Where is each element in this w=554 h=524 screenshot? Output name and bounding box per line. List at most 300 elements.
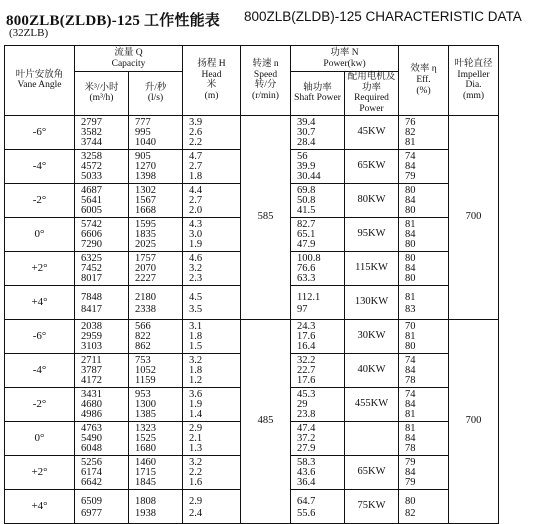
header-impeller-cn: 叶轮直径 [454, 59, 493, 69]
speed-cell: 585 [241, 115, 291, 319]
flow-ls-value: 1567 [135, 194, 156, 206]
efficiency-value: 84 [405, 466, 416, 478]
head-values [183, 388, 240, 421]
efficiency-value: 84 [405, 228, 416, 240]
head-value: 2.4 [189, 508, 203, 519]
efficiency-value: 79 [405, 170, 416, 182]
flow-m3h-cell [75, 183, 129, 217]
head-values [183, 354, 240, 387]
shaft-power-value: 112.1 [297, 291, 321, 303]
head-value: 4.5 [189, 291, 203, 303]
flow-m3h-value: 2797 [81, 116, 102, 128]
shaft-power-values [291, 218, 344, 251]
head-values [183, 490, 240, 523]
flow-m3h-value: 4986 [81, 408, 102, 420]
flow-ls-value: 1460 [135, 456, 156, 468]
shaft-power-value: 17.6 [297, 374, 316, 386]
flow-m3h-values [75, 184, 128, 217]
shaft-power-cell [291, 353, 345, 387]
shaft-power-value: 41.5 [297, 204, 316, 216]
flow-ls-value: 1398 [135, 170, 156, 182]
vane-angle-cell: +2° [5, 251, 75, 285]
efficiency-cell [399, 251, 449, 285]
flow-m3h-value: 3787 [81, 364, 102, 376]
flow-ls-cell [129, 183, 183, 217]
vane-angle-cell: -6° [5, 319, 75, 353]
head-cell [183, 183, 241, 217]
efficiency-value: 84 [405, 398, 416, 410]
flow-ls-value: 1385 [135, 408, 156, 420]
header-flow-cn: 流量 Q [114, 47, 143, 58]
required-power-cell: 65KW [345, 149, 399, 183]
header-flow-ls-cn: 升/秒 [144, 82, 167, 93]
shaft-power-cell [291, 319, 345, 353]
head-cell [183, 217, 241, 251]
flow-m3h-cell [75, 251, 129, 285]
flow-ls-value: 1808 [135, 495, 156, 507]
header-efficiency [399, 46, 449, 116]
flow-ls-values [129, 388, 182, 421]
flow-ls-cell [129, 115, 183, 149]
header-speed-cn: 转速 n [252, 59, 279, 69]
flow-m3h-value: 6606 [81, 228, 102, 240]
header-head-unit: (m) [204, 90, 219, 101]
efficiency-value: 74 [405, 388, 416, 400]
flow-m3h-value: 2959 [81, 330, 102, 342]
shaft-power-values [291, 388, 344, 421]
flow-m3h-values [75, 320, 128, 353]
shaft-power-value: 29 [297, 398, 308, 410]
shaft-power-value: 24.3 [297, 320, 316, 332]
flow-ls-values [129, 218, 182, 251]
head-value: 1.8 [189, 330, 203, 342]
head-value: 2.0 [189, 204, 203, 216]
efficiency-values [399, 252, 448, 285]
shaft-power-cell [291, 421, 345, 455]
flow-m3h-value: 7848 [81, 291, 102, 303]
efficiency-value: 81 [405, 291, 416, 303]
flow-m3h-values [75, 218, 128, 251]
header-vane-angle-en: Vane Angle [17, 80, 62, 91]
header-vane-angle-cn: 叶片安放角 [15, 69, 64, 80]
shaft-power-values [291, 422, 344, 455]
head-cell [183, 285, 241, 319]
flow-m3h-value: 4680 [81, 398, 102, 410]
shaft-power-value: 47.4 [297, 422, 316, 434]
header-head-unit-cn: 米 [206, 80, 217, 91]
shaft-power-value: 27.9 [297, 442, 316, 454]
efficiency-value: 80 [405, 238, 416, 250]
flow-m3h-value: 3744 [81, 136, 102, 148]
efficiency-value: 74 [405, 150, 416, 162]
header-flow-m3h-unit: (m³/h) [89, 93, 114, 104]
header-flow-ls [129, 72, 183, 116]
flow-ls-value: 1845 [135, 476, 156, 488]
flow-m3h-value: 2038 [81, 320, 102, 332]
efficiency-cell [399, 353, 449, 387]
flow-m3h-cell [75, 353, 129, 387]
efficiency-cell [399, 183, 449, 217]
head-value: 2.7 [189, 194, 203, 206]
flow-m3h-cell [75, 489, 129, 523]
flow-ls-value: 777 [135, 116, 151, 128]
efficiency-value: 74 [405, 354, 416, 366]
head-cell [183, 489, 241, 523]
document-title-english: 800ZLB(ZLDB)-125 CHARACTERISTIC DATA [244, 9, 522, 24]
flow-ls-value: 1715 [135, 466, 156, 478]
head-cell [183, 149, 241, 183]
head-values [183, 218, 240, 251]
performance-row [5, 319, 550, 353]
flow-m3h-values [75, 388, 128, 421]
efficiency-values [399, 150, 448, 183]
header-speed-unit-cn: 转/分 [254, 80, 277, 91]
shaft-power-value: 43.6 [297, 466, 316, 478]
head-values [183, 116, 240, 149]
efficiency-values [399, 218, 448, 251]
shaft-power-value: 39.9 [297, 160, 316, 172]
flow-ls-value: 1300 [135, 398, 156, 410]
head-value: 2.1 [189, 432, 203, 444]
flow-ls-cell [129, 149, 183, 183]
flow-m3h-cell [75, 421, 129, 455]
vane-angle-cell: -2° [5, 183, 75, 217]
header-head-en: Head [201, 69, 222, 80]
head-value: 3.2 [189, 456, 203, 468]
flow-m3h-value: 5641 [81, 194, 102, 206]
flow-ls-value: 566 [135, 320, 151, 332]
required-power-cell: 40KW [345, 353, 399, 387]
flow-m3h-value: 7452 [81, 262, 102, 274]
required-power-cell: 75KW [345, 489, 399, 523]
shaft-power-values [291, 490, 344, 523]
efficiency-values [399, 456, 448, 489]
head-values [183, 150, 240, 183]
shaft-power-value: 30.44 [297, 170, 321, 182]
flow-m3h-value: 4763 [81, 422, 102, 434]
flow-ls-values [129, 456, 182, 489]
header-eff-en: Eff. [416, 74, 431, 85]
flow-ls-value: 2227 [135, 272, 156, 284]
flow-ls-value: 1302 [135, 184, 156, 196]
header-power-en: Power(kw) [323, 58, 366, 69]
head-value: 2.2 [189, 466, 203, 478]
vane-angle-cell: +4° [5, 285, 75, 319]
efficiency-value: 84 [405, 432, 416, 444]
shaft-power-value: 32.2 [297, 354, 316, 366]
efficiency-cell [399, 489, 449, 523]
flow-ls-cell [129, 319, 183, 353]
head-value: 3.6 [189, 388, 203, 400]
required-power-cell: 45KW [345, 115, 399, 149]
flow-ls-value: 1595 [135, 218, 156, 230]
model-subtitle: (32ZLB) [9, 27, 49, 39]
head-values [183, 184, 240, 217]
head-cell [183, 455, 241, 489]
head-cell [183, 115, 241, 149]
flow-m3h-cell [75, 387, 129, 421]
head-values [183, 422, 240, 455]
flow-m3h-value: 6325 [81, 252, 102, 264]
efficiency-cell [399, 149, 449, 183]
shaft-power-cell [291, 115, 345, 149]
head-value: 2.6 [189, 126, 203, 138]
head-cell [183, 353, 241, 387]
shaft-power-values [291, 456, 344, 489]
header-impeller-en: Impeller [457, 69, 490, 80]
efficiency-value: 70 [405, 320, 416, 332]
header-shaft-power-en: Shaft Power [294, 93, 341, 104]
head-value: 1.3 [189, 442, 203, 454]
efficiency-cell [399, 387, 449, 421]
header-speed-unit: (r/min) [252, 90, 279, 101]
flow-ls-values [129, 320, 182, 353]
required-power-cell: 80KW [345, 183, 399, 217]
flow-ls-values [129, 354, 182, 387]
header-eff-cn: 效率 η [410, 64, 437, 75]
header-speed [241, 46, 291, 116]
head-value: 2.9 [189, 422, 203, 434]
shaft-power-cell [291, 251, 345, 285]
header-impeller [449, 46, 499, 116]
efficiency-value: 80 [405, 204, 416, 216]
head-values [183, 456, 240, 489]
shaft-power-values [291, 320, 344, 353]
efficiency-values [399, 490, 448, 523]
head-values [183, 320, 240, 353]
flow-m3h-value: 8017 [81, 272, 102, 284]
efficiency-cell [399, 115, 449, 149]
shaft-power-cell [291, 217, 345, 251]
head-value: 1.8 [189, 364, 203, 376]
head-value: 3.1 [189, 320, 203, 332]
shaft-power-value: 30.7 [297, 126, 316, 138]
flow-m3h-value: 3258 [81, 150, 102, 162]
shaft-power-values [291, 184, 344, 217]
flow-m3h-value: 4572 [81, 160, 102, 172]
efficiency-value: 81 [405, 408, 416, 420]
header-req-power-cn: 配用电机及功率 [347, 72, 396, 93]
efficiency-values [399, 354, 448, 387]
vane-angle-cell: +4° [5, 489, 75, 523]
head-value: 2.2 [189, 136, 203, 148]
header-power [291, 46, 399, 72]
shaft-power-values [291, 354, 344, 387]
shaft-power-value: 97 [297, 304, 308, 315]
efficiency-value: 78 [405, 442, 416, 454]
flow-ls-value: 2180 [135, 291, 156, 303]
head-cell [183, 319, 241, 353]
efficiency-value: 81 [405, 422, 416, 434]
flow-ls-value: 1680 [135, 442, 156, 454]
shaft-power-values [291, 116, 344, 149]
flow-ls-value: 1835 [135, 228, 156, 240]
head-value: 1.9 [189, 398, 203, 410]
efficiency-value: 82 [405, 508, 416, 519]
efficiency-value: 80 [405, 184, 416, 196]
head-value: 1.2 [189, 374, 203, 386]
header-flow-en: Capacity [111, 58, 146, 69]
head-cell [183, 387, 241, 421]
shaft-power-cell [291, 387, 345, 421]
flow-ls-cell [129, 217, 183, 251]
flow-ls-cell [129, 387, 183, 421]
shaft-power-value: 58.3 [297, 456, 316, 468]
efficiency-value: 79 [405, 456, 416, 468]
efficiency-value: 80 [405, 340, 416, 352]
flow-m3h-value: 4172 [81, 374, 102, 386]
shaft-power-value: 45.3 [297, 388, 316, 400]
vane-angle-cell: -6° [5, 115, 75, 149]
flow-ls-cell [129, 489, 183, 523]
efficiency-value: 82 [405, 126, 416, 138]
required-power-cell: 115KW [345, 251, 399, 285]
efficiency-cell [399, 217, 449, 251]
header-head [183, 46, 241, 116]
flow-m3h-value: 6005 [81, 204, 102, 216]
shaft-power-values [291, 252, 344, 285]
shaft-power-value: 65.1 [297, 228, 316, 240]
flow-m3h-value: 4687 [81, 184, 102, 196]
flow-ls-value: 862 [135, 340, 151, 352]
header-speed-en: Speed [253, 69, 278, 80]
speed-cell: 485 [241, 319, 291, 523]
vane-angle-cell: -4° [5, 149, 75, 183]
vane-angle-cell: 0° [5, 217, 75, 251]
shaft-power-value: 63.3 [297, 272, 316, 284]
efficiency-value: 79 [405, 476, 416, 488]
flow-ls-cell [129, 421, 183, 455]
header-eff-unit: (%) [416, 85, 431, 96]
table-body [5, 115, 550, 523]
head-value: 1.9 [189, 238, 203, 250]
head-value: 2.9 [189, 495, 203, 507]
characteristic-data-table [4, 45, 550, 524]
impeller-cell: 700 [449, 319, 499, 523]
flow-m3h-values [75, 286, 128, 319]
head-cell [183, 251, 241, 285]
efficiency-values [399, 388, 448, 421]
efficiency-value: 80 [405, 495, 416, 507]
flow-ls-value: 1270 [135, 160, 156, 172]
flow-m3h-value: 3103 [81, 340, 102, 352]
flow-ls-value: 1052 [135, 364, 156, 376]
shaft-power-value: 100.8 [297, 252, 321, 264]
flow-ls-value: 905 [135, 150, 151, 162]
flow-ls-value: 1040 [135, 136, 156, 148]
head-value: 4.3 [189, 218, 203, 230]
required-power-cell: 65KW [345, 455, 399, 489]
flow-ls-value: 953 [135, 388, 151, 400]
head-value: 3.9 [189, 116, 203, 128]
flow-m3h-value: 6174 [81, 466, 102, 478]
header-flow [75, 46, 183, 72]
flow-ls-values [129, 150, 182, 183]
flow-ls-values [129, 422, 182, 455]
header-shaft-power-cn: 轴功率 [303, 82, 332, 93]
flow-m3h-cell [75, 455, 129, 489]
flow-m3h-values [75, 252, 128, 285]
shaft-power-cell [291, 285, 345, 319]
shaft-power-cell [291, 149, 345, 183]
flow-ls-values [129, 286, 182, 319]
shaft-power-value: 36.4 [297, 476, 316, 488]
head-value: 3.0 [189, 228, 203, 240]
flow-m3h-value: 6509 [81, 495, 102, 507]
head-value: 1.8 [189, 170, 203, 182]
header-impeller-en2: Dia. [465, 80, 482, 91]
flow-m3h-cell [75, 217, 129, 251]
header-flow-m3h-cn: 米³/小时 [84, 82, 119, 93]
flow-m3h-values [75, 490, 128, 523]
flow-ls-value: 2025 [135, 238, 156, 250]
flow-ls-value: 822 [135, 330, 151, 342]
flow-ls-value: 753 [135, 354, 151, 366]
flow-m3h-values [75, 354, 128, 387]
flow-m3h-value: 6642 [81, 476, 102, 488]
shaft-power-value: 16.4 [297, 340, 316, 352]
required-power-cell [345, 421, 399, 455]
shaft-power-cell [291, 183, 345, 217]
flow-m3h-value: 2711 [81, 354, 102, 366]
head-value: 3.2 [189, 262, 203, 274]
flow-ls-value: 1525 [135, 432, 156, 444]
efficiency-value: 81 [405, 136, 416, 148]
head-value: 3.5 [189, 304, 203, 315]
flow-m3h-cell [75, 285, 129, 319]
efficiency-value: 80 [405, 252, 416, 264]
efficiency-values [399, 116, 448, 149]
flow-m3h-values [75, 150, 128, 183]
head-value: 4.4 [189, 184, 203, 196]
required-power-cell: 30KW [345, 319, 399, 353]
performance-row [5, 115, 550, 149]
impeller-cell: 700 [449, 115, 499, 319]
shaft-power-value: 50.8 [297, 194, 316, 206]
header-head-cn: 扬程 H [197, 59, 226, 69]
efficiency-values [399, 320, 448, 353]
flow-m3h-value: 5490 [81, 432, 102, 444]
flow-ls-value: 1159 [135, 374, 156, 386]
head-value: 2.7 [189, 160, 203, 172]
flow-ls-value: 2070 [135, 262, 156, 274]
efficiency-values [399, 184, 448, 217]
flow-ls-values [129, 116, 182, 149]
shaft-power-value: 22.7 [297, 364, 316, 376]
head-values [183, 252, 240, 285]
head-value: 2.3 [189, 272, 203, 284]
shaft-power-value: 17.6 [297, 330, 316, 342]
flow-m3h-value: 7290 [81, 238, 102, 250]
flow-m3h-cell [75, 115, 129, 149]
head-cell [183, 421, 241, 455]
vane-angle-cell: +2° [5, 455, 75, 489]
flow-ls-value: 1668 [135, 204, 156, 216]
efficiency-value: 84 [405, 364, 416, 376]
flow-ls-value: 995 [135, 126, 151, 138]
header-req-power-en: Required Power [354, 93, 389, 114]
vane-angle-cell: 0° [5, 421, 75, 455]
header-vane-angle [5, 46, 75, 116]
efficiency-cell [399, 319, 449, 353]
head-value: 1.4 [189, 408, 203, 420]
efficiency-value: 76 [405, 116, 416, 128]
document-title-chinese: 800ZLB(ZLDB)-125 工作性能表 [6, 13, 220, 29]
efficiency-value: 81 [405, 330, 416, 342]
shaft-power-value: 39.4 [297, 116, 316, 128]
flow-ls-cell [129, 455, 183, 489]
flow-m3h-value: 5742 [81, 218, 102, 230]
